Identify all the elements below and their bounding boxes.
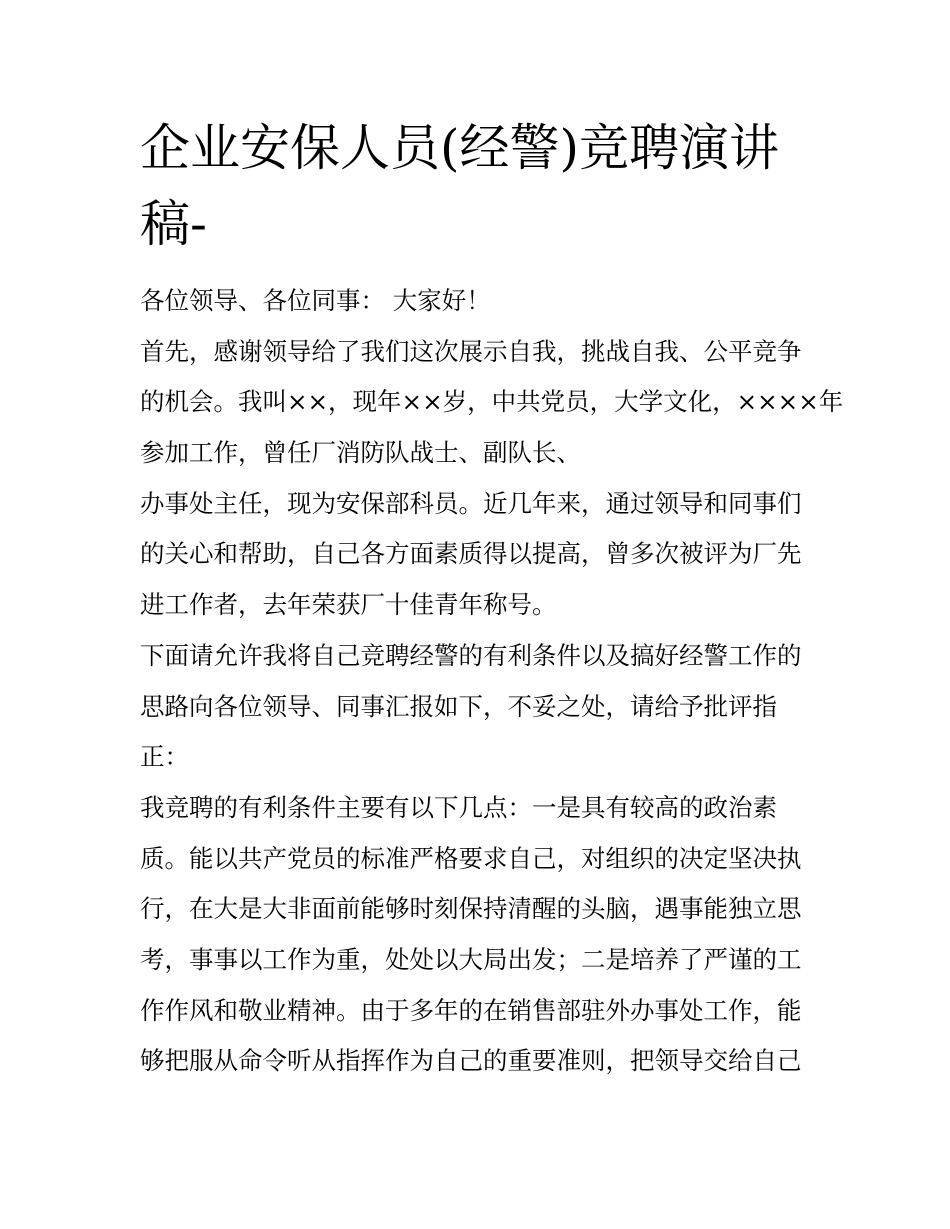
body-line-7: 进工作者，去年荣获厂十佳青年称号。 [140, 590, 557, 620]
body-line-12: 质。能以共产党员的标准严格要求自己，对组织的决定坚决执 [140, 843, 802, 873]
body-line-10: 正： [140, 742, 189, 772]
body-line-8: 下面请允许我将自己竞聘经警的有利条件以及搞好经警工作的 [140, 640, 802, 670]
body-line-9: 思路向各位领导、同事汇报如下，不妥之处，请给予批评指 [140, 691, 777, 721]
body-line-13: 行，在大是大非面前能够时刻保持清醒的头脑，遇事能独立思 [140, 894, 802, 924]
body-line-1: 各位领导、各位同事： 大家好！ [140, 286, 491, 315]
document-title [140, 110, 820, 262]
body-line-16: 够把服从命令听从指挥作为自己的重要准则，把领导交给自己 [140, 1046, 802, 1076]
body-line-3: 的机会。我叫××，现年××岁，中共党员，大学文化，××××年 [140, 387, 844, 417]
body-line-4: 参加工作，曾任厂消防队战士、副队长、 [140, 438, 581, 468]
body-line-11: 我竞聘的有利条件主要有以下几点：一是具有较高的政治素 [140, 792, 777, 822]
document-body [140, 276, 844, 1087]
body-line-5: 办事处主任，现为安保部科员。近几年来，通过领导和同事们 [140, 488, 802, 518]
body-line-6: 的关心和帮助，自己各方面素质得以提高，曾多次被评为厂先 [140, 539, 802, 569]
body-line-2: 首先，感谢领导给了我们这次展示自我，挑战自我、公平竞争 [140, 336, 802, 366]
title-line-1: 企业安保人员(经警)竞聘演讲 [140, 119, 780, 177]
body-line-15: 作作风和敬业精神。由于多年的在销售部驻外办事处工作，能 [140, 995, 802, 1025]
body-line-14: 考，事事以工作为重，处处以大局出发；二是培养了严谨的工 [140, 944, 802, 974]
title-line-2: 稿- [140, 195, 207, 253]
